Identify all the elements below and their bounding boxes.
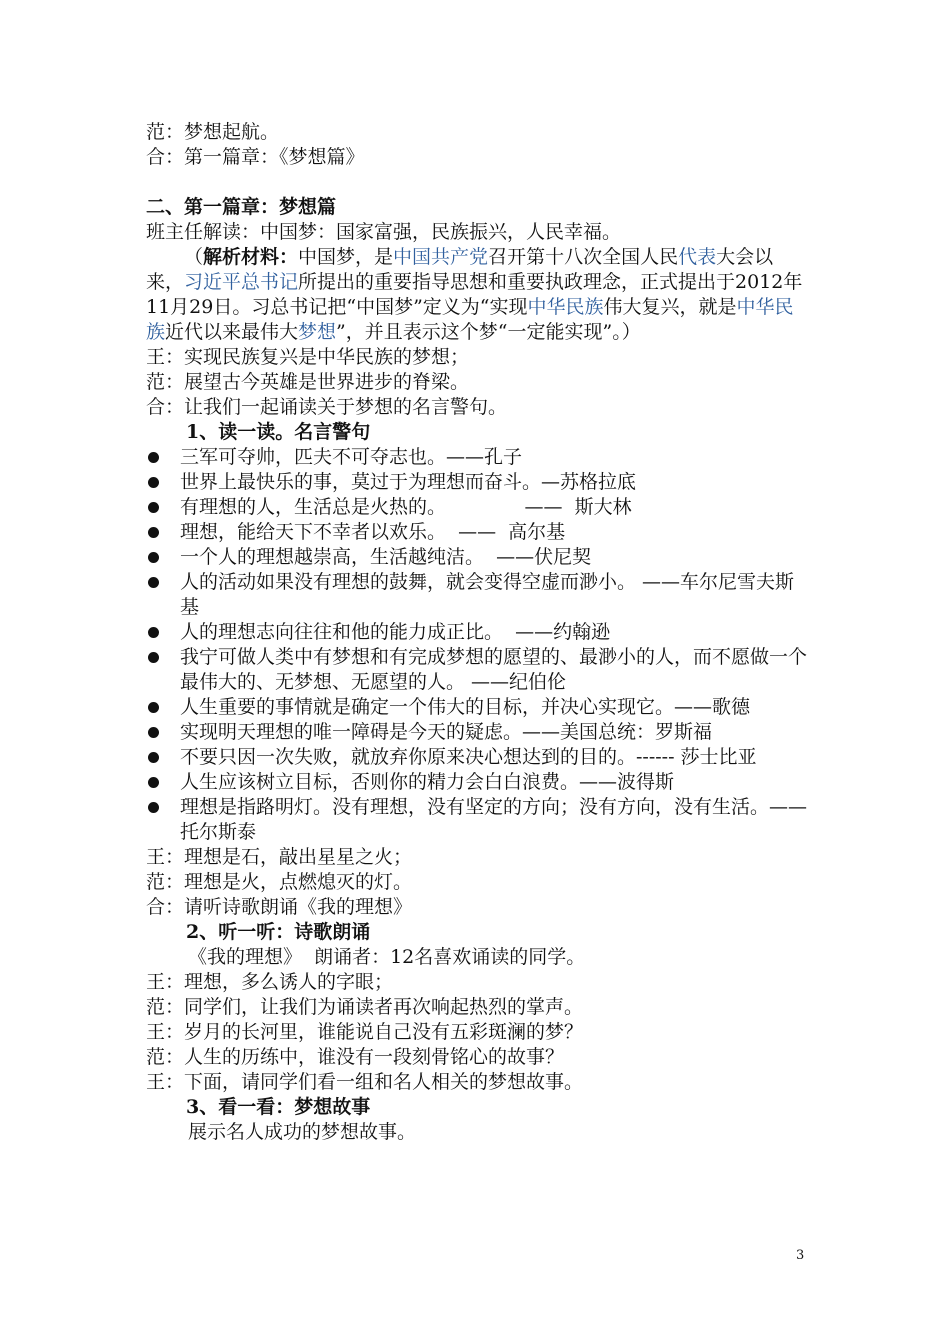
quote-text: 理想是指路明灯。没有理想，没有坚定的方向；没有方向，没有生活。——托尔斯泰 [180,796,808,843]
list-item [146,795,810,845]
analysis-text: 召开第十八次全国人民 [488,246,679,268]
analysis-text: 中国梦，是 [298,246,394,268]
teacher-note: 班主任解读：中国梦：国家富强，民族振兴，人民幸福。 [146,221,622,243]
list-item [146,720,810,745]
list-item [146,770,810,795]
dialogue-line: 范：理想是火，点燃熄灭的灯。 [146,871,413,893]
dialogue-line: 合：请听诗歌朗诵《我的理想》 [146,896,413,918]
bullet-icon [148,577,159,588]
analysis-label: 解析材料： [203,246,299,268]
dialogue-line: 范：同学们，让我们为诵读者再次响起热烈的掌声。 [146,996,584,1018]
dialogue-line: 合：让我们一起诵读关于梦想的名言警句。 [146,396,508,418]
analysis-paragraph [146,245,810,345]
quote-text: 不要只因一次失败，就放弃你原来决心想达到的目的。------ 莎士比亚 [180,746,757,768]
link-dream[interactable]: 梦想 [298,321,337,343]
analysis-open-paren: （ [184,246,204,268]
analysis-text: ”，并且表示这个梦“一定能实现”。） [336,321,641,343]
quote-text: 实现明天理想的唯一障碍是今天的疑虑。——美国总统：罗斯福 [180,721,713,743]
dialogue-line: 范：展望古今英雄是世界进步的脊梁。 [146,371,470,393]
list-item [146,545,810,570]
bullet-icon [148,502,159,513]
link-chinese-nation[interactable]: 中华民族 [527,296,604,318]
link-representative[interactable]: 代表 [678,246,717,268]
list-item [146,645,810,695]
link-chinese-nation-2[interactable]: 中华民族 [146,296,794,343]
bullet-icon [148,477,159,488]
dialogue-line: 范：人生的历练中，谁没有一段刻骨铭心的故事？ [146,1046,565,1068]
quote-text: 有理想的人，生活总是火热的。 —— 斯大林 [180,496,632,518]
quote-text: 世界上最快乐的事，莫过于为理想而奋斗。—苏格拉底 [180,471,637,493]
analysis-text: 近代以来最伟大 [165,321,299,343]
quote-text: 一个人的理想越崇高，生活越纯洁。 ——伏尼契 [180,546,592,568]
list-item [146,470,810,495]
bullet-icon [148,452,159,463]
blank-line [146,170,810,195]
bullet-icon [148,652,159,663]
poem-reading-note: 《我的理想》 朗诵者：12名喜欢诵读的同学。 [188,946,586,968]
dialogue-line: 王：岁月的长河里，谁能说自己没有五彩斑澜的梦？ [146,1021,584,1043]
list-item [146,445,810,470]
list-item [146,570,810,620]
dialogue-line: 王：理想是石，敲出星星之火； [146,846,413,868]
quote-text: 理想，能给天下不幸者以欢乐。 —— 高尔基 [180,521,566,543]
subheading-read: 1、读一读。名言警句 [186,421,371,443]
intro-line-1: 范：梦想起航。 [146,121,280,143]
quote-text: 三军可夺帅，匹夫不可夺志也。——孔子 [180,446,523,468]
quote-text: 人生重要的事情就是确定一个伟大的目标，并决心实现它。——歌德 [180,696,751,718]
link-general-secretary[interactable]: 习近平总书记 [184,271,299,293]
list-item [146,495,810,520]
dialogue-line: 王：下面，请同学们看一组和名人相关的梦想故事。 [146,1071,584,1093]
quote-text: 我宁可做人类中有梦想和有完成梦想的愿望的、最渺小的人，而不愿做一个最伟大的、无梦想、无愿望的人。 ——纪伯伦 [180,646,808,693]
bullet-icon [148,702,159,713]
subheading-watch: 3、看一看：梦想故事 [186,1096,371,1118]
page-content [146,120,810,1145]
page-number: 3 [796,1248,805,1263]
list-item [146,520,810,545]
quote-text: 人的理想志向往往和他的能力成正比。 ——约翰逊 [180,621,611,643]
quote-text: 人生应该树立目标，否则你的精力会白白浪费。——波得斯 [180,771,675,793]
section-heading: 二、第一篇章：梦想篇 [146,196,337,218]
bullet-icon [148,727,159,738]
intro-line-2: 合：第一篇章：《梦想篇》 [146,146,365,168]
dialogue-line: 王：理想，多么诱人的字眼； [146,971,394,993]
link-cpc[interactable]: 中国共产党 [393,246,489,268]
analysis-text: 大会以来， [146,246,774,293]
dialogue-line: 王：实现民族复兴是中华民族的梦想； [146,346,470,368]
list-item [146,745,810,770]
list-item [146,695,810,720]
bullet-icon [148,552,159,563]
bullet-icon [148,777,159,788]
bullet-icon [148,802,159,813]
analysis-text: 伟大复兴，就是 [603,296,737,318]
story-note: 展示名人成功的梦想故事。 [188,1121,417,1143]
bullet-icon [148,527,159,538]
quotes-list [146,445,810,845]
quote-text: 人的活动如果没有理想的鼓舞，就会变得空虚而渺小。 ——车尔尼雪夫斯基 [180,571,795,618]
bullet-icon [148,752,159,763]
analysis-text: 所提出的重要指导思想和重要执政理念，正式提出于2012年11月29日。习总书记把“中国梦”定义为“实现 [146,271,803,318]
subheading-listen: 2、听一听：诗歌朗诵 [186,921,371,943]
bullet-icon [148,627,159,638]
list-item [146,620,810,645]
